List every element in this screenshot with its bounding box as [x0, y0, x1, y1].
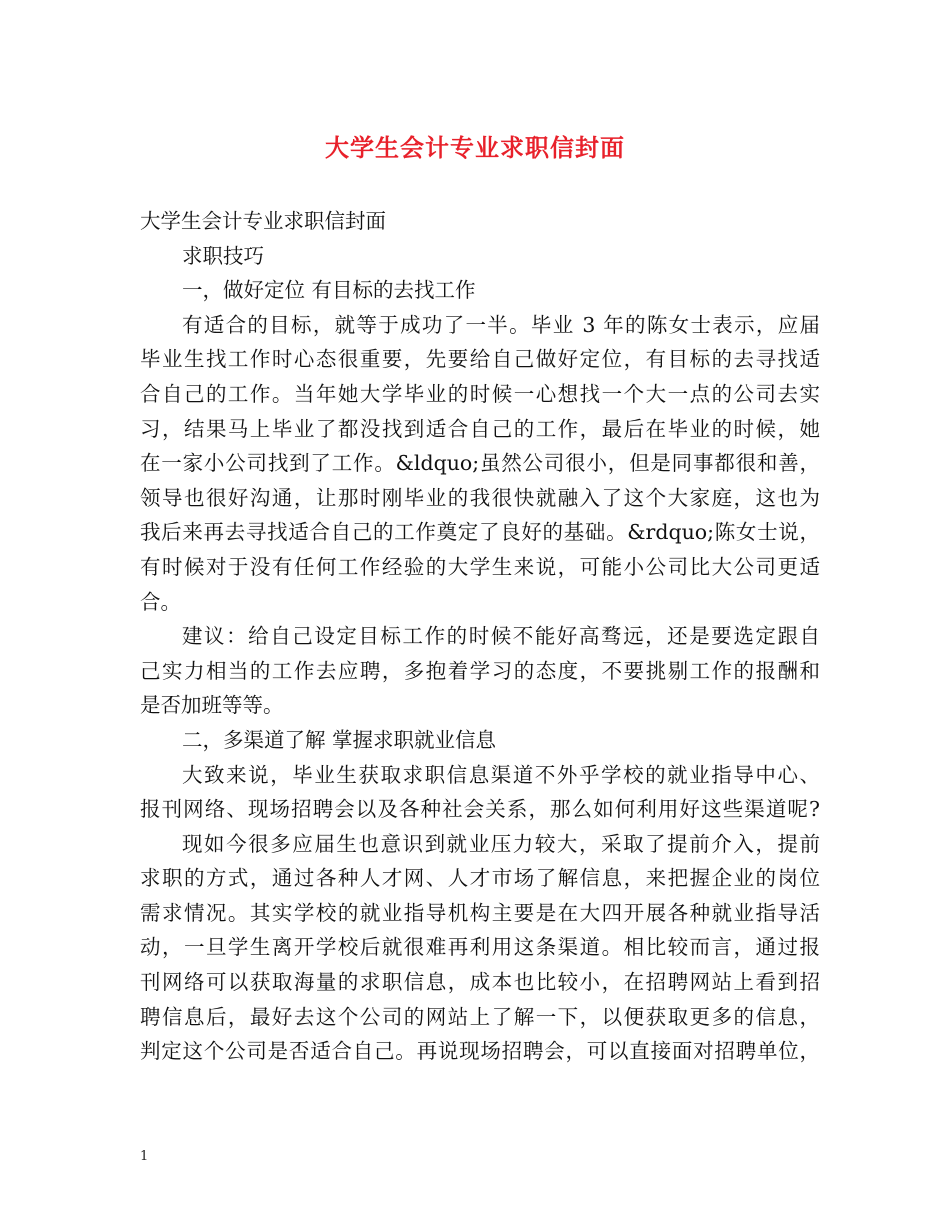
paragraph-line: 毕业生找工作时心态很重要，先要给自己做好定位，有目标的去寻找适: [140, 347, 820, 372]
paragraph-line: 领导也很好沟通，让那时刚毕业的我很快就融入了这个大家庭，这也为: [140, 485, 820, 510]
paragraph-line: 求职的方式，通过各种人才网、人才市场了解信息，来把握企业的岗位: [140, 866, 820, 891]
paragraph-line: 在一家小公司找到了工作。&ldquo;虽然公司很小，但是同事都很和善，: [140, 451, 820, 476]
paragraph-line: 刊网络可以获取海量的求职信息，成本也比较小，在招聘网站上看到招: [140, 970, 820, 995]
paragraph-line: 我后来再去寻找适合自己的工作奠定了良好的基础。&rdquo;陈女士说，: [140, 520, 820, 545]
paragraph-line: 聘信息后，最好去这个公司的网站上了解一下，以便获取更多的信息，: [140, 1004, 820, 1029]
paragraph-line: 有适合的目标，就等于成功了一半。毕业 3 年的陈女士表示，应届: [182, 312, 820, 337]
paragraph-line: 动，一旦学生离开学校后就很难再利用这条渠道。相比较而言，通过报: [140, 935, 820, 960]
paragraph-line: 判定这个公司是否适合自己。再说现场招聘会，可以直接面对招聘单位，: [140, 1039, 820, 1064]
body-line-subtitle: 大学生会计专业求职信封面: [140, 209, 386, 233]
section-heading-2: 二，多渠道了解 掌握求职就业信息: [182, 727, 497, 752]
paragraph-line: 报刊网络、现场招聘会以及各种社会关系，那么如何利用好这些渠道呢?: [140, 797, 820, 822]
paragraph-line: 现如今很多应届生也意识到就业压力较大，采取了提前介入，提前: [182, 831, 820, 856]
paragraph-line: 合。: [140, 589, 181, 614]
paragraph-line: 需求情况。其实学校的就业指导机构主要是在大四开展各种就业指导活: [140, 900, 820, 925]
paragraph-line: 是否加班等等。: [140, 693, 284, 718]
paragraph-line: 己实力相当的工作去应聘，多抱着学习的态度，不要挑剔工作的报酬和: [140, 658, 820, 683]
document-title: 大学生会计专业求职信封面: [325, 134, 625, 162]
paragraph-line: 合自己的工作。当年她大学毕业的时候一心想找一个大一点的公司去实: [140, 381, 820, 406]
paragraph-line: 习，结果马上毕业了都没找到适合自己的工作，最后在毕业的时候，她: [140, 416, 820, 441]
document-body: [140, 204, 820, 1069]
paragraph-line: 建议：给自己设定目标工作的时候不能好高骛远，还是要选定跟自: [182, 624, 820, 649]
body-line-heading: 求职技巧: [182, 243, 264, 268]
paragraph-line: 有时候对于没有任何工作经验的大学生来说，可能小公司比大公司更适: [140, 554, 820, 579]
page-number: 1: [140, 1149, 149, 1164]
paragraph-line: 大致来说，毕业生获取求职信息渠道不外乎学校的就业指导中心、: [182, 762, 820, 787]
section-heading-1: 一，做好定位 有目标的去找工作: [182, 278, 476, 303]
